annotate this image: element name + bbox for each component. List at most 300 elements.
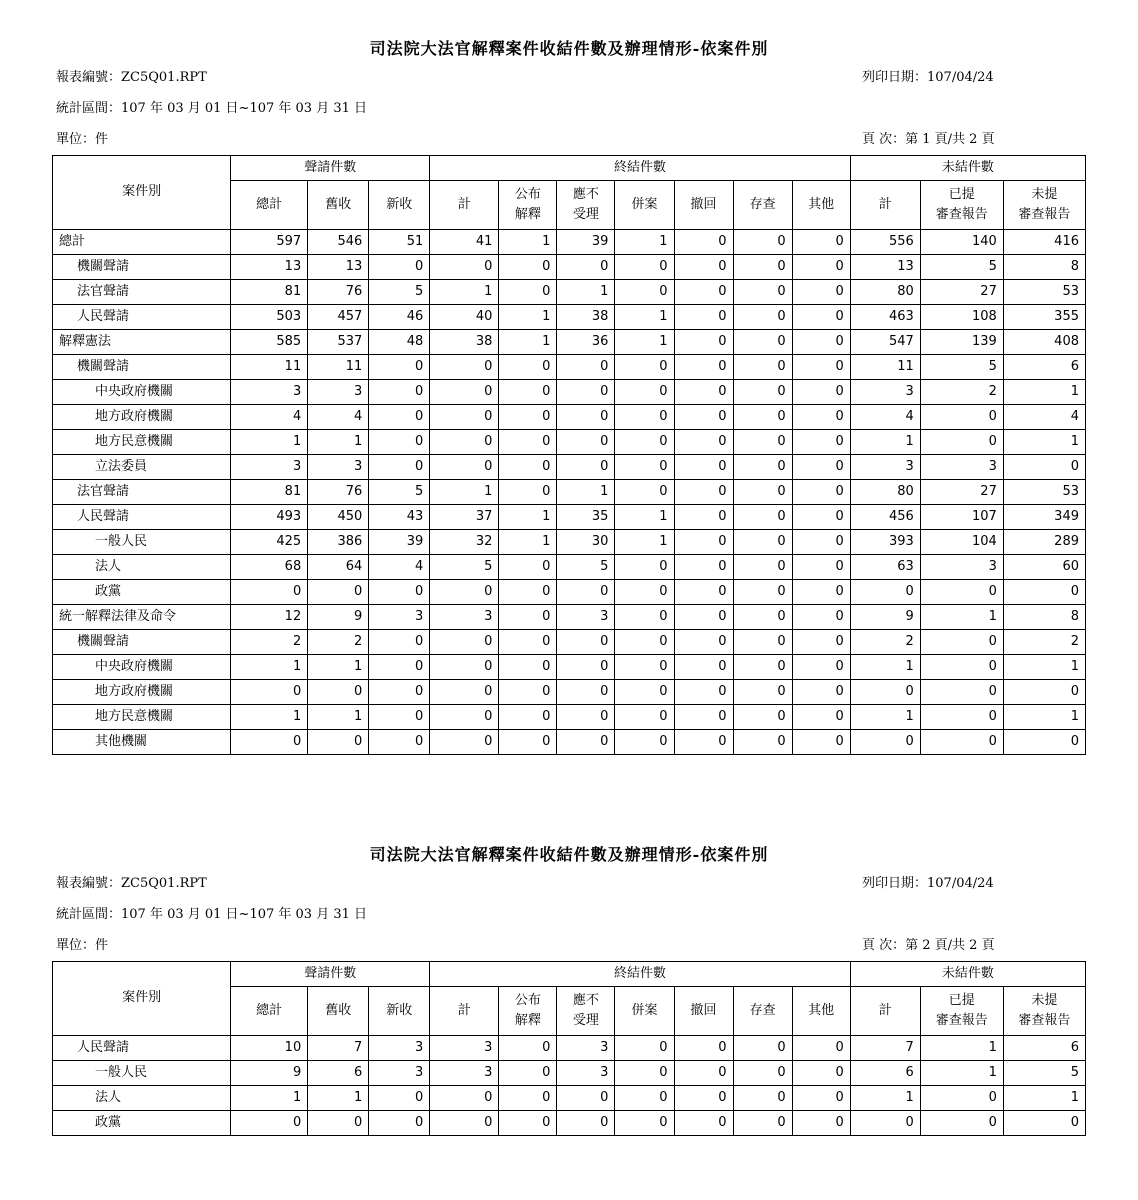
- cell-value: 12: [231, 605, 308, 630]
- meta-line-3: [52, 930, 1086, 961]
- column-header: 計: [430, 987, 499, 1036]
- row-label: 法人: [53, 1086, 231, 1111]
- cell-value: 1: [850, 655, 920, 680]
- cell-value: 0: [674, 680, 733, 705]
- row-label: 解釋憲法: [53, 330, 231, 355]
- cell-value: 0: [499, 630, 557, 655]
- cell-value: 0: [733, 655, 792, 680]
- cell-value: 546: [308, 230, 369, 255]
- cell-value: 0: [792, 430, 850, 455]
- cell-value: 463: [850, 305, 920, 330]
- row-label: 人民聲請: [53, 1036, 231, 1061]
- cell-value: 0: [615, 405, 674, 430]
- table-row: [53, 405, 1086, 430]
- cell-value: 27: [920, 480, 1003, 505]
- cell-value: 0: [557, 1111, 615, 1136]
- cell-value: 0: [920, 430, 1003, 455]
- cell-value: 0: [369, 405, 430, 430]
- cell-value: 0: [615, 355, 674, 380]
- cell-value: 40: [430, 305, 499, 330]
- cell-value: 0: [792, 505, 850, 530]
- cell-value: 0: [792, 1036, 850, 1061]
- cell-value: 0: [369, 380, 430, 405]
- cell-value: 0: [733, 430, 792, 455]
- cell-value: 0: [231, 680, 308, 705]
- cell-value: 0: [499, 355, 557, 380]
- meta-line-1: [52, 62, 1086, 93]
- cell-value: 0: [615, 430, 674, 455]
- statistics-period: 統計區間：107 年 03 月 01 日~107 年 03 月 31 日: [56, 101, 368, 116]
- column-header: 計: [850, 181, 920, 230]
- cell-value: 0: [557, 430, 615, 455]
- cell-value: 585: [231, 330, 308, 355]
- cell-value: 0: [733, 505, 792, 530]
- cell-value: 0: [308, 680, 369, 705]
- cell-value: 0: [615, 380, 674, 405]
- cell-value: 0: [733, 1061, 792, 1086]
- cell-value: 1: [499, 505, 557, 530]
- cell-value: 3: [308, 380, 369, 405]
- cell-value: 13: [308, 255, 369, 280]
- cell-value: 81: [231, 480, 308, 505]
- cell-value: 0: [499, 1086, 557, 1111]
- cell-value: 0: [674, 730, 733, 755]
- cell-value: 0: [499, 705, 557, 730]
- unit-label: 單位：件: [56, 938, 109, 953]
- cell-value: 0: [792, 705, 850, 730]
- cell-value: 349: [1003, 505, 1085, 530]
- column-header: 存查: [733, 181, 792, 230]
- table-row: [53, 655, 1086, 680]
- cell-value: 0: [792, 480, 850, 505]
- cell-value: 0: [615, 455, 674, 480]
- cell-value: 0: [733, 380, 792, 405]
- cell-value: 4: [231, 405, 308, 430]
- cell-value: 0: [792, 530, 850, 555]
- cell-value: 0: [792, 580, 850, 605]
- cell-value: 107: [920, 505, 1003, 530]
- cell-value: 1: [308, 705, 369, 730]
- cell-value: 4: [1003, 405, 1085, 430]
- cell-value: 5: [1003, 1061, 1085, 1086]
- cell-value: 0: [674, 280, 733, 305]
- cell-value: 0: [674, 555, 733, 580]
- cell-value: 0: [308, 580, 369, 605]
- cell-value: 0: [920, 1111, 1003, 1136]
- cell-value: 1: [1003, 705, 1085, 730]
- cell-value: 0: [369, 1086, 430, 1111]
- cell-value: 425: [231, 530, 308, 555]
- cell-value: 0: [430, 255, 499, 280]
- cell-value: 1: [308, 1086, 369, 1111]
- cell-value: 0: [674, 405, 733, 430]
- cell-value: 4: [850, 405, 920, 430]
- cell-value: 1: [1003, 655, 1085, 680]
- cell-value: 76: [308, 280, 369, 305]
- cell-value: 51: [369, 230, 430, 255]
- column-header: 舊收: [308, 987, 369, 1036]
- header-case-type: 案件別: [53, 962, 231, 1036]
- cell-value: 1: [920, 1061, 1003, 1086]
- cell-value: 139: [920, 330, 1003, 355]
- cell-value: 0: [557, 380, 615, 405]
- column-header: 其他: [792, 181, 850, 230]
- cell-value: 43: [369, 505, 430, 530]
- cell-value: 5: [369, 480, 430, 505]
- cell-value: 0: [920, 1086, 1003, 1111]
- cell-value: 11: [308, 355, 369, 380]
- cell-value: 450: [308, 505, 369, 530]
- cell-value: 0: [733, 355, 792, 380]
- cell-value: 0: [615, 605, 674, 630]
- cell-value: 1: [430, 480, 499, 505]
- cell-value: 0: [850, 1111, 920, 1136]
- unit-label: 單位：件: [56, 132, 109, 147]
- cell-value: 3: [369, 1061, 430, 1086]
- cell-value: 0: [733, 230, 792, 255]
- table-row: [53, 255, 1086, 280]
- cell-value: 0: [733, 580, 792, 605]
- cell-value: 0: [308, 1111, 369, 1136]
- cell-value: 0: [499, 455, 557, 480]
- cell-value: 0: [920, 730, 1003, 755]
- cell-value: 0: [430, 705, 499, 730]
- column-header: 計: [430, 181, 499, 230]
- column-header: 新收: [369, 987, 430, 1036]
- cell-value: 386: [308, 530, 369, 555]
- cell-value: 1: [615, 530, 674, 555]
- cell-value: 289: [1003, 530, 1085, 555]
- row-label: 地方民意機關: [53, 705, 231, 730]
- cell-value: 1: [430, 280, 499, 305]
- cell-value: 0: [430, 405, 499, 430]
- cell-value: 0: [231, 730, 308, 755]
- cell-value: 547: [850, 330, 920, 355]
- cell-value: 1: [231, 705, 308, 730]
- cell-value: 0: [430, 355, 499, 380]
- cell-value: 38: [557, 305, 615, 330]
- cell-value: 0: [615, 630, 674, 655]
- cell-value: 0: [674, 355, 733, 380]
- cell-value: 0: [557, 1086, 615, 1111]
- cell-value: 10: [231, 1036, 308, 1061]
- cell-value: 13: [850, 255, 920, 280]
- cell-value: 0: [733, 1086, 792, 1111]
- row-label: 其他機關: [53, 730, 231, 755]
- header-group-closed: 終結件數: [430, 156, 850, 181]
- cell-value: 0: [615, 280, 674, 305]
- table-row: [53, 355, 1086, 380]
- column-header: 存查: [733, 987, 792, 1036]
- cell-value: 0: [674, 605, 733, 630]
- row-label: 地方政府機關: [53, 680, 231, 705]
- row-label: 法人: [53, 555, 231, 580]
- print-date: 列印日期：107/04/24: [862, 876, 994, 891]
- cell-value: 0: [733, 555, 792, 580]
- row-label: 機關聲請: [53, 630, 231, 655]
- cell-value: 53: [1003, 280, 1085, 305]
- cell-value: 38: [430, 330, 499, 355]
- cell-value: 597: [231, 230, 308, 255]
- table-row: [53, 630, 1086, 655]
- cell-value: 0: [850, 730, 920, 755]
- cell-value: 3: [231, 455, 308, 480]
- cell-value: 1: [920, 605, 1003, 630]
- cell-value: 1: [499, 530, 557, 555]
- cell-value: 0: [674, 330, 733, 355]
- cell-value: 0: [1003, 455, 1085, 480]
- cell-value: 9: [231, 1061, 308, 1086]
- cell-value: 4: [308, 405, 369, 430]
- cell-value: 0: [430, 580, 499, 605]
- cell-value: 0: [430, 1111, 499, 1136]
- cell-value: 0: [430, 655, 499, 680]
- cell-value: 0: [615, 1061, 674, 1086]
- cell-value: 3: [430, 605, 499, 630]
- column-header: 計: [850, 987, 920, 1036]
- cell-value: 27: [920, 280, 1003, 305]
- cell-value: 0: [557, 630, 615, 655]
- cell-value: 0: [674, 655, 733, 680]
- cell-value: 0: [674, 230, 733, 255]
- cell-value: 0: [1003, 730, 1085, 755]
- cell-value: 8: [1003, 255, 1085, 280]
- cell-value: 0: [792, 405, 850, 430]
- cell-value: 3: [430, 1036, 499, 1061]
- cell-value: 0: [308, 730, 369, 755]
- cell-value: 0: [499, 430, 557, 455]
- cell-value: 0: [792, 630, 850, 655]
- cell-value: 0: [369, 580, 430, 605]
- cell-value: 60: [1003, 555, 1085, 580]
- print-date: 列印日期：107/04/24: [862, 70, 994, 85]
- cell-value: 0: [369, 630, 430, 655]
- cell-value: 0: [499, 255, 557, 280]
- column-header: 併案: [615, 987, 674, 1036]
- cell-value: 0: [615, 655, 674, 680]
- cell-value: 0: [1003, 1111, 1085, 1136]
- cell-value: 1: [557, 280, 615, 305]
- cell-value: 0: [369, 730, 430, 755]
- report-title: 司法院大法官解釋案件收結件數及辦理情形-依案件別: [369, 845, 769, 864]
- cell-value: 5: [557, 555, 615, 580]
- cell-value: 6: [850, 1061, 920, 1086]
- cell-value: 41: [430, 230, 499, 255]
- cell-value: 0: [733, 305, 792, 330]
- cell-value: 0: [499, 730, 557, 755]
- cell-value: 0: [615, 1111, 674, 1136]
- cell-value: 140: [920, 230, 1003, 255]
- cell-value: 1: [850, 430, 920, 455]
- page-indicator: 頁 次：第 1 頁/共 2 頁: [862, 132, 995, 147]
- cell-value: 1: [231, 430, 308, 455]
- cell-value: 7: [308, 1036, 369, 1061]
- cell-value: 0: [674, 580, 733, 605]
- cell-value: 46: [369, 305, 430, 330]
- cell-value: 0: [231, 1111, 308, 1136]
- cell-value: 0: [920, 580, 1003, 605]
- cell-value: 0: [674, 530, 733, 555]
- cell-value: 3: [920, 555, 1003, 580]
- column-header: 應不 受理: [557, 987, 615, 1036]
- cell-value: 35: [557, 505, 615, 530]
- header-group-applied: 聲請件數: [231, 156, 430, 181]
- cell-value: 9: [308, 605, 369, 630]
- cell-value: 0: [733, 630, 792, 655]
- table-row: [53, 455, 1086, 480]
- cell-value: 0: [920, 405, 1003, 430]
- cell-value: 0: [674, 705, 733, 730]
- meta-line-2: [52, 93, 1086, 124]
- cell-value: 3: [369, 1036, 430, 1061]
- table-row: [53, 1086, 1086, 1111]
- row-label: 一般人民: [53, 530, 231, 555]
- cell-value: 30: [557, 530, 615, 555]
- cell-value: 6: [1003, 1036, 1085, 1061]
- cell-value: 0: [733, 405, 792, 430]
- cell-value: 9: [850, 605, 920, 630]
- cell-value: 0: [792, 1061, 850, 1086]
- meta-line-3: [52, 124, 1086, 155]
- cell-value: 0: [674, 455, 733, 480]
- cell-value: 5: [369, 280, 430, 305]
- cell-value: 416: [1003, 230, 1085, 255]
- cell-value: 0: [920, 680, 1003, 705]
- cell-value: 0: [792, 330, 850, 355]
- cell-value: 2: [920, 380, 1003, 405]
- report-number: 報表編號：ZC5Q01.RPT: [56, 70, 207, 85]
- cell-value: 0: [733, 330, 792, 355]
- cell-value: 0: [733, 480, 792, 505]
- cell-value: 1: [499, 305, 557, 330]
- cell-value: 3: [231, 380, 308, 405]
- column-header: 撤回: [674, 987, 733, 1036]
- cell-value: 53: [1003, 480, 1085, 505]
- column-header: 公布 解釋: [499, 181, 557, 230]
- report-page-1: [52, 36, 1086, 755]
- cell-value: 0: [615, 705, 674, 730]
- table-row: [53, 280, 1086, 305]
- cell-value: 3: [850, 380, 920, 405]
- table-row: [53, 1111, 1086, 1136]
- cell-value: 0: [792, 655, 850, 680]
- row-label: 人民聲請: [53, 305, 231, 330]
- cell-value: 0: [920, 655, 1003, 680]
- cell-value: 0: [792, 1086, 850, 1111]
- cell-value: 0: [557, 580, 615, 605]
- cell-value: 1: [850, 705, 920, 730]
- cell-value: 0: [369, 255, 430, 280]
- cell-value: 0: [369, 1111, 430, 1136]
- cell-value: 0: [615, 730, 674, 755]
- cell-value: 5: [920, 355, 1003, 380]
- cell-value: 80: [850, 280, 920, 305]
- cell-value: 0: [920, 630, 1003, 655]
- cell-value: 0: [615, 1086, 674, 1111]
- cell-value: 0: [1003, 580, 1085, 605]
- report-number: 報表編號：ZC5Q01.RPT: [56, 876, 207, 891]
- statistics-period: 統計區間：107 年 03 月 01 日~107 年 03 月 31 日: [56, 907, 368, 922]
- column-header: 併案: [615, 181, 674, 230]
- cell-value: 0: [733, 280, 792, 305]
- cell-value: 2: [308, 630, 369, 655]
- header-group-closed: 終結件數: [430, 962, 850, 987]
- header-case-type: 案件別: [53, 156, 231, 230]
- cell-value: 0: [615, 555, 674, 580]
- cell-value: 48: [369, 330, 430, 355]
- cell-value: 0: [557, 655, 615, 680]
- cell-value: 68: [231, 555, 308, 580]
- cell-value: 556: [850, 230, 920, 255]
- cell-value: 0: [792, 730, 850, 755]
- cell-value: 0: [733, 730, 792, 755]
- cell-value: 1: [231, 1086, 308, 1111]
- table-row: [53, 380, 1086, 405]
- cell-value: 0: [499, 655, 557, 680]
- cell-value: 0: [674, 305, 733, 330]
- cell-value: 0: [499, 405, 557, 430]
- cell-value: 0: [733, 530, 792, 555]
- row-label: 地方民意機關: [53, 430, 231, 455]
- table-row: [53, 305, 1086, 330]
- cell-value: 0: [499, 580, 557, 605]
- cell-value: 0: [499, 480, 557, 505]
- cell-value: 0: [499, 380, 557, 405]
- cell-value: 0: [674, 430, 733, 455]
- cell-value: 0: [792, 680, 850, 705]
- cell-value: 0: [615, 680, 674, 705]
- cell-value: 2: [231, 630, 308, 655]
- cell-value: 0: [369, 655, 430, 680]
- cell-value: 1: [557, 480, 615, 505]
- cell-value: 0: [369, 680, 430, 705]
- cell-value: 0: [674, 1086, 733, 1111]
- cell-value: 0: [615, 1036, 674, 1061]
- row-label: 立法委員: [53, 455, 231, 480]
- cell-value: 0: [557, 355, 615, 380]
- cell-value: 0: [733, 1111, 792, 1136]
- cell-value: 0: [792, 355, 850, 380]
- header-group-applied: 聲請件數: [231, 962, 430, 987]
- cell-value: 63: [850, 555, 920, 580]
- column-header: 總計: [231, 987, 308, 1036]
- cell-value: 1: [615, 230, 674, 255]
- cell-value: 0: [674, 380, 733, 405]
- cell-value: 0: [499, 280, 557, 305]
- row-label: 法官聲請: [53, 480, 231, 505]
- cell-value: 355: [1003, 305, 1085, 330]
- table-row: [53, 330, 1086, 355]
- cell-value: 1: [615, 305, 674, 330]
- cell-value: 0: [499, 680, 557, 705]
- cell-value: 3: [308, 455, 369, 480]
- meta-line-2: [52, 899, 1086, 930]
- cell-value: 0: [792, 305, 850, 330]
- cell-value: 36: [557, 330, 615, 355]
- cell-value: 81: [231, 280, 308, 305]
- row-label: 中央政府機關: [53, 380, 231, 405]
- cell-value: 0: [733, 680, 792, 705]
- table-row: [53, 680, 1086, 705]
- row-label: 法官聲請: [53, 280, 231, 305]
- header-group-open: 未結件數: [850, 962, 1085, 987]
- cell-value: 0: [499, 605, 557, 630]
- cell-value: 39: [557, 230, 615, 255]
- cell-value: 0: [499, 1111, 557, 1136]
- cell-value: 6: [308, 1061, 369, 1086]
- cell-value: 537: [308, 330, 369, 355]
- cell-value: 0: [733, 455, 792, 480]
